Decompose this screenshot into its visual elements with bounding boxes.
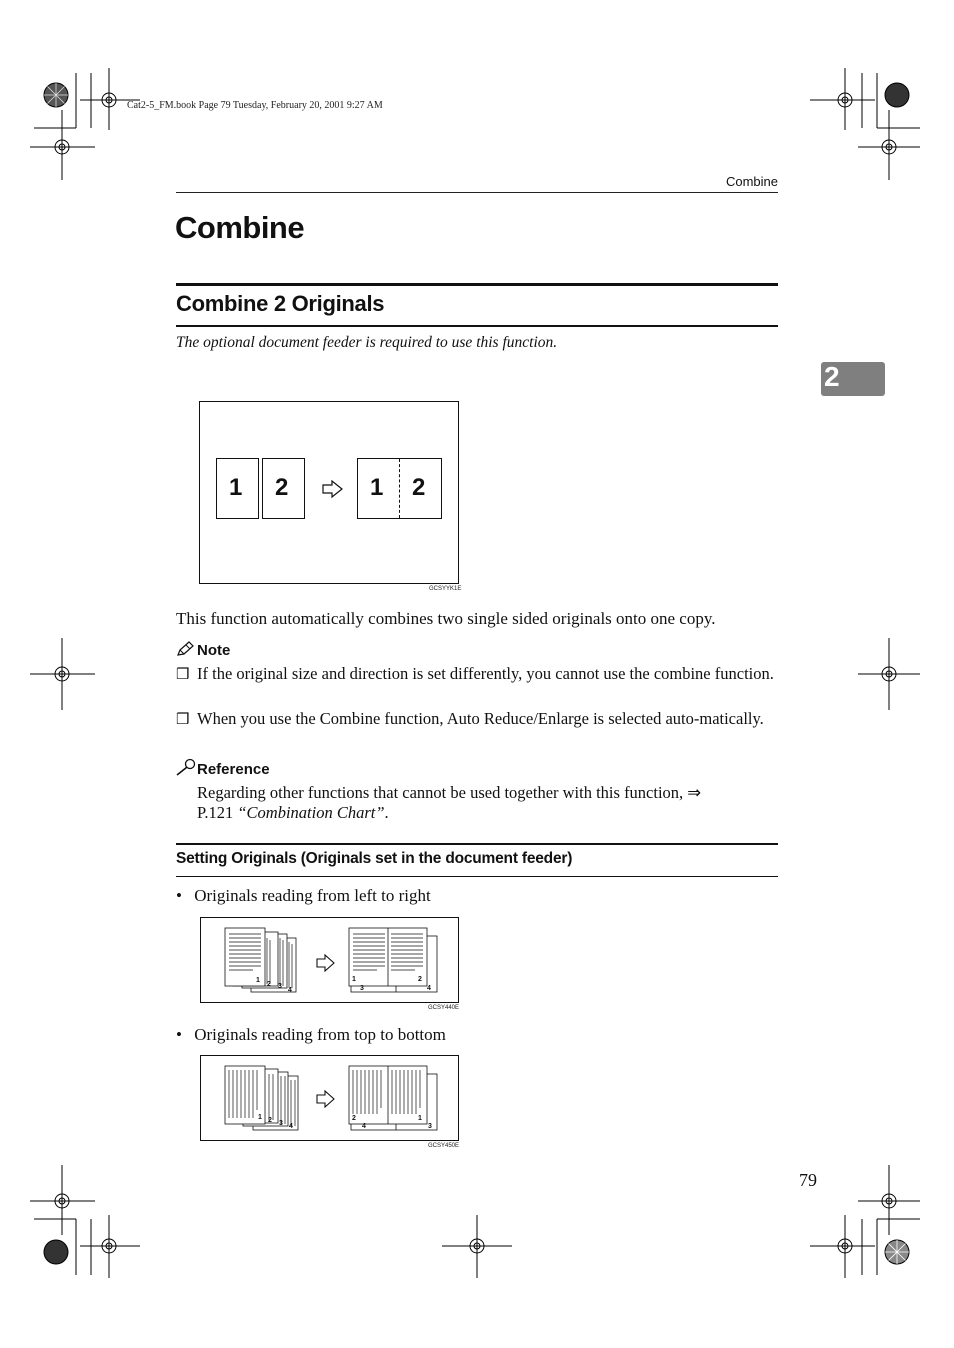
note-item [176,664,778,704]
bullet-item [176,886,431,906]
header-rule [176,192,778,193]
figure-code: GCSY450E [428,1143,460,1149]
reference-text [197,783,778,823]
subsection-bottom-rule [176,876,778,877]
reference-label: Reference [197,761,270,778]
checkbox-icon: ❒ [176,712,190,728]
note-item [176,709,778,749]
combined-copy-number-2: 2 [412,474,426,501]
combine-figure [199,401,459,584]
stack-number: 2 [268,1117,272,1124]
chapter-number: 2 [824,361,840,392]
result-number: 4 [362,1123,366,1130]
top-to-bottom-figure [200,1055,459,1141]
bullet-item [176,1025,446,1045]
original-page-2-number: 2 [275,474,289,501]
original-page-1-number: 1 [229,474,243,501]
bullet-dot: • [176,886,182,905]
figure-code: GCSYYK1E [429,586,462,592]
reference-period: . [384,803,389,822]
result-number: 1 [352,976,356,983]
section-title: Combine 2 Originals [176,291,385,316]
result-number: 2 [352,1115,356,1122]
reference-page: P.121 [197,803,238,822]
stacked-originals-horizontal [223,926,313,996]
stack-number: 1 [258,1114,262,1121]
arrow-right-icon [321,479,345,499]
combination-chart-link[interactable]: “Combination Chart” [237,803,385,822]
section-bottom-rule [176,325,778,327]
note-item-text: If the original size and direction is set differently, you cannot use the combine function. [197,664,774,683]
stack-number: 1 [256,977,260,984]
subsection-title: Setting Originals (Originals set in the document feeder) [176,850,573,867]
stacked-originals-vertical [223,1064,313,1134]
magnifier-icon [175,758,197,776]
stack-number: 4 [288,987,292,994]
left-to-right-figure [200,917,459,1003]
combined-copy [357,458,442,519]
stack-number: 2 [267,981,271,988]
stack-number: 4 [289,1123,293,1130]
original-page-1 [216,458,259,519]
pencil-icon [176,641,196,657]
result-number: 2 [418,976,422,983]
stack-number: 3 [279,1120,283,1127]
stack-number: 3 [278,983,282,990]
section-top-rule [176,283,778,286]
running-head: Combine [725,174,778,189]
bullet-dot: • [176,1025,182,1044]
print-info: Cat2-5_FM.book Page 79 Tuesday, February 20, 2001 9:27 AM [127,100,383,111]
result-number: 1 [418,1115,422,1122]
arrow-right-icon [315,954,337,972]
result-number: 3 [360,985,364,992]
section-intro: The optional document feeder is required to use this function. [176,334,558,351]
fold-line [399,459,400,518]
result-number: 3 [428,1123,432,1130]
page-number: 79 [799,1170,817,1190]
page-title: Combine [175,210,305,245]
description: This function automatically combines two single sided originals onto one copy. [176,609,716,628]
chapter-tab [821,362,885,396]
original-page-2 [262,458,305,519]
subsection-top-rule [176,843,778,845]
reference-line-2 [197,803,778,823]
result-number: 4 [427,985,431,992]
note-label: Note [197,642,231,659]
combined-copies-vertical [347,1064,442,1134]
combined-copies-horizontal [347,926,442,996]
reference-line-1: Regarding other functions that cannot be used together with this function, ⇒ [197,783,702,802]
bullet-text: Originals reading from top to bottom [194,1025,446,1044]
combined-copy-number-1: 1 [370,474,384,501]
figure-code: GCSY440E [428,1005,460,1011]
checkbox-icon: ❒ [176,667,190,683]
note-item-text: When you use the Combine function, Auto Reduce/Enlarge is selected auto-matically. [197,709,764,728]
arrow-right-icon [315,1090,337,1108]
bullet-text: Originals reading from left to right [194,886,431,905]
